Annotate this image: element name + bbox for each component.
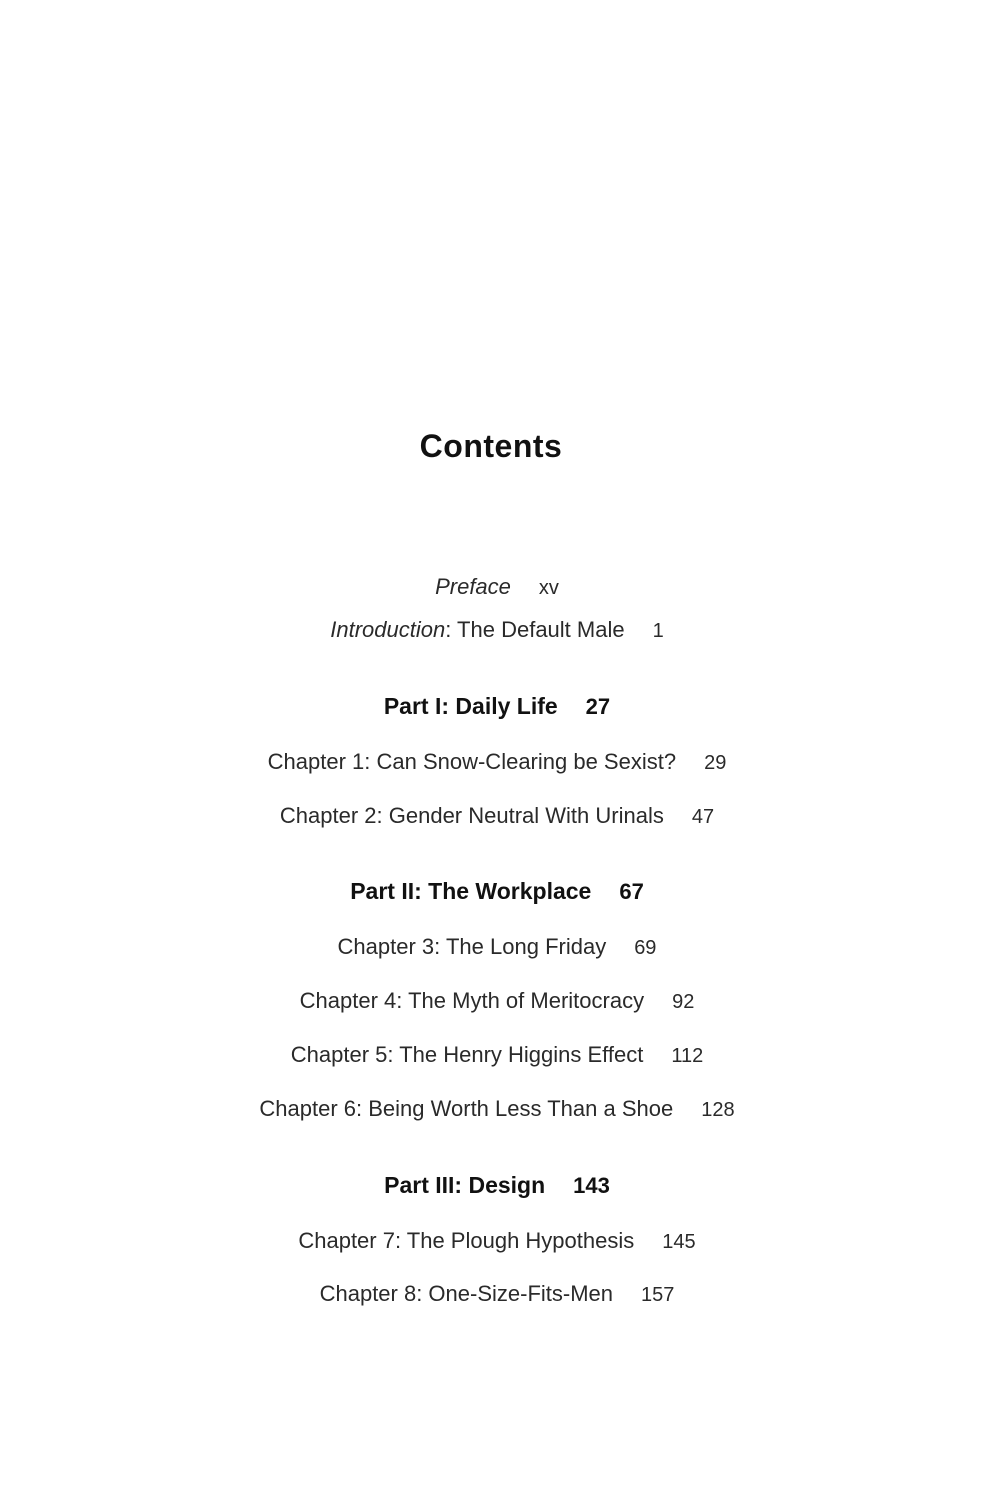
toc-page-number: 69 xyxy=(634,937,657,959)
toc-chapter-label: Chapter 8: One-Size-Fits-Men xyxy=(319,1281,614,1306)
toc-chapter-7 xyxy=(0,1228,982,1254)
toc-entry-introduction xyxy=(0,617,982,643)
toc-part-2 xyxy=(0,878,982,905)
toc-page-number: 128 xyxy=(701,1099,735,1121)
toc-page-number: 27 xyxy=(585,694,611,719)
toc-entry-label: Preface xyxy=(435,574,511,599)
toc-part-3 xyxy=(0,1172,982,1199)
toc-entry-preface xyxy=(0,574,982,600)
toc-chapter-label: Chapter 6: Being Worth Less Than a Shoe xyxy=(259,1096,674,1121)
toc-chapter-2 xyxy=(0,803,982,829)
toc-page-number: 29 xyxy=(704,752,727,774)
toc-chapter-8 xyxy=(0,1281,982,1307)
toc-page-number: 92 xyxy=(672,991,695,1013)
toc-page-number: 143 xyxy=(573,1173,610,1198)
toc-chapter-label: Chapter 5: The Henry Higgins Effect xyxy=(290,1042,644,1067)
toc-chapter-5 xyxy=(0,1042,982,1068)
toc-entry-label: Introduction xyxy=(330,617,446,642)
toc-part-label: Part II: The Workplace xyxy=(350,878,592,904)
page-title: Contents xyxy=(419,428,563,464)
toc-chapter-label: Chapter 7: The Plough Hypothesis xyxy=(298,1228,635,1253)
toc-chapter-1 xyxy=(0,749,982,775)
toc-chapter-4 xyxy=(0,988,982,1014)
toc-chapter-3 xyxy=(0,934,982,960)
toc-page-number: 112 xyxy=(671,1045,704,1067)
toc-page-number: 67 xyxy=(619,879,644,904)
toc-entry-label-rest: : The Default Male xyxy=(445,617,625,642)
toc-page-number: xv xyxy=(538,577,559,599)
toc-part-label: Part III: Design xyxy=(384,1172,546,1198)
toc-page-number: 145 xyxy=(662,1231,696,1253)
toc-page-number: 1 xyxy=(652,620,664,642)
toc-page-number: 47 xyxy=(691,806,715,828)
toc-chapter-label: Chapter 3: The Long Friday xyxy=(337,934,607,959)
toc-chapter-label: Chapter 4: The Myth of Meritocracy xyxy=(299,988,645,1013)
toc-chapter-6 xyxy=(0,1096,982,1122)
toc-chapter-label: Chapter 2: Gender Neutral With Urinals xyxy=(279,803,664,828)
toc-part-label: Part I: Daily Life xyxy=(383,693,558,719)
toc-part-1 xyxy=(0,693,982,720)
toc-page-number: 157 xyxy=(641,1284,675,1306)
toc-chapter-label: Chapter 1: Can Snow-Clearing be Sexist? xyxy=(267,749,677,774)
